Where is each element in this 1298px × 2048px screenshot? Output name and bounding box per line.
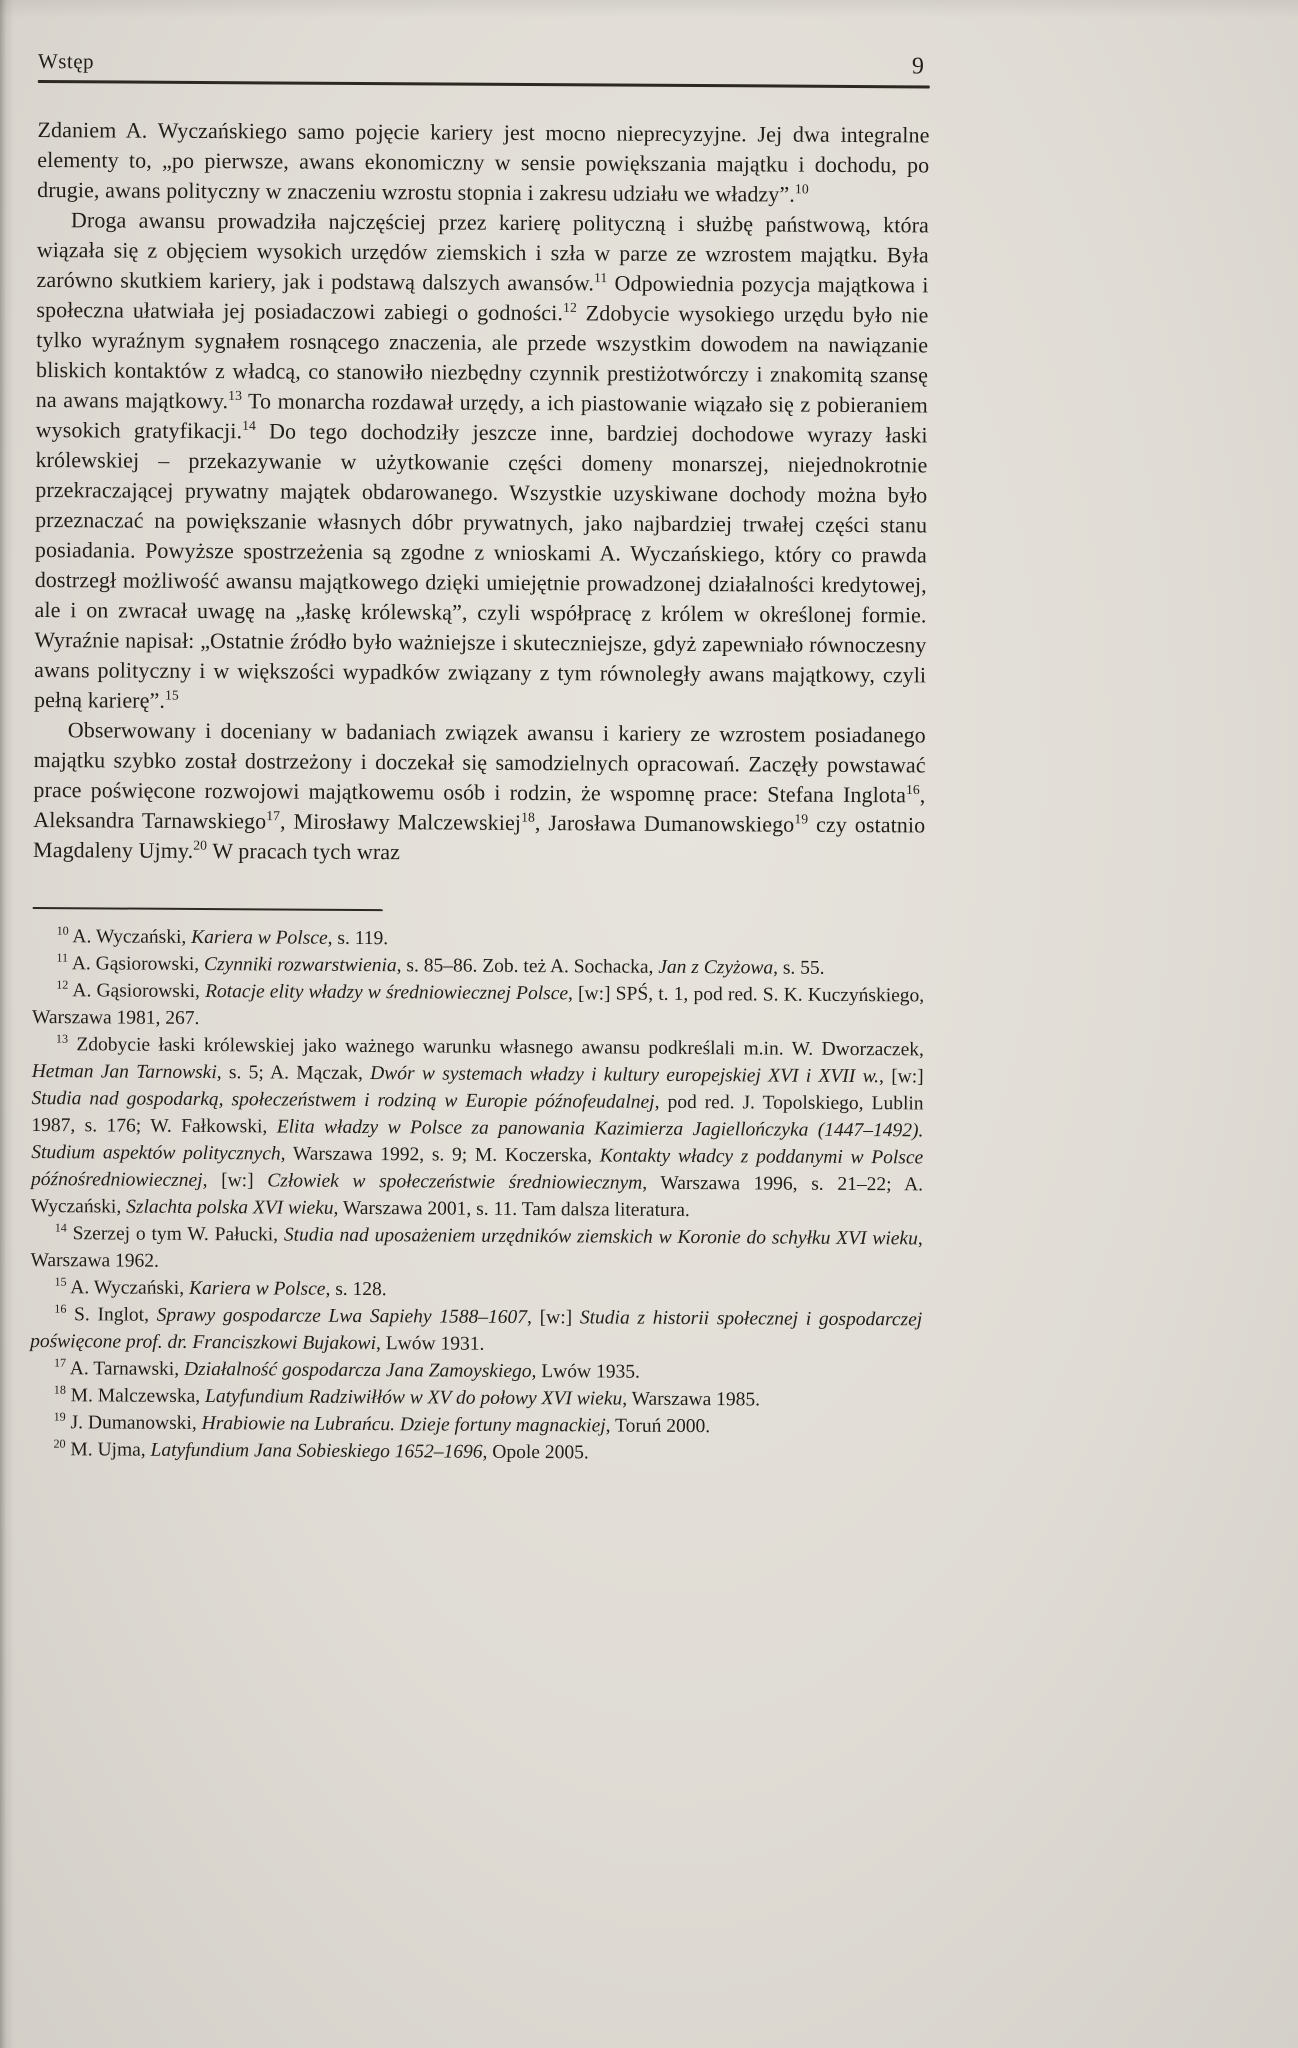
footnote (31, 1220, 923, 1279)
text-run: , Lwów 1935. (531, 1361, 640, 1383)
footnote-ref: 11 (593, 270, 608, 286)
footnote-ref: 10 (794, 181, 809, 197)
footnote-ref: 13 (228, 387, 243, 403)
text-run: A. Wyczański, (72, 926, 192, 948)
footnote-ref: 16 (906, 781, 920, 798)
text-run: , [w:] SPŚ, t. 1, pod red. S. K. Kuczyńskiego, Warszawa 1981, 267. (32, 983, 925, 1030)
text-run: , Lwów 1931. (375, 1333, 485, 1355)
text-run: A. Tarnawski, (69, 1358, 185, 1380)
italic-title: Studia nad gospodarką, społeczeństwem i rodziną w Europie późnofeudalnej (31, 1087, 655, 1113)
text-run: To monarcha rozdawał urzędy, a ich piastowanie wiązało się z pobieraniem wysokich gratyfikacji. (35, 388, 928, 444)
text-run: A. Gąsiorowski, (72, 980, 206, 1003)
text-run: , s. 119. (327, 927, 389, 950)
italic-title: Szlachta polska XVI wieku (126, 1196, 334, 1219)
italic-title: Kontakty władcy z poddanymi w Polsce późnośredniowiecznej (31, 1145, 924, 1192)
italic-title: Latyfundium Radziwiłłów w XV do połowy XVI wieku (204, 1386, 623, 1410)
text-run: Szerzej o tym W. Pałucki, (72, 1223, 284, 1246)
text-run: , [w:] (527, 1307, 580, 1329)
text-run: , s. 55. (773, 957, 825, 979)
page-content (29, 48, 930, 1468)
text-run: , Warszawa 1992, s. 9; M. Koczerska, (280, 1143, 600, 1167)
footnote-number: 15 (54, 1274, 67, 1289)
text-run: , Mirosławy Malczewskiej (280, 808, 522, 835)
text-run: , s. 85–86. Zob. też A. Sochacka, (396, 955, 659, 978)
text-run: , Warszawa 1985. (622, 1388, 761, 1411)
text-run: J. Dumanowski, (70, 1412, 202, 1435)
text-run: , [w:] (878, 1066, 924, 1088)
italic-title: Sprawy gospodarcze Lwa Sapiehy 1588–1607 (156, 1304, 528, 1329)
footnote-number: 17 (53, 1355, 67, 1370)
footnote-number: 12 (56, 977, 69, 992)
text-run: Do tego dochodziły jeszcze inne, bardziej dochodowe wyrazy łaski królewskiej – przekazywanie w użytkowanie części domeny monarszej, niejednokrotnie przekraczającej prywatny majątek obdarowanego. Wszystkie uzyskiwane dochody można było przeznaczać na powiększanie własnych dóbr prywatnych, jako najbardziej trwałej części stanu posiadania. Powyższe spostrzeżenia są zgodne z wnioskami A. Wyczańskiego, który co prawda dostrzegł możliwość awansu majątkowego dzięki umiejętnie prowadzonej działalności kredytowej, ale i on zwracał uwagę na „łaskę królewską”, czyli współpracę z królem w określonej formie. Wyraźnie napisał: „Ostatnie źródło było ważniejsze i skuteczniejsze, gdyż zapewniało równoczesny awans polityczny i w większości wypadków związany z tym równoległy awans majątkowy, czyli pełną karierę”. (33, 418, 928, 713)
footnote-ref: 15 (164, 687, 179, 703)
italic-title: Działalność gospodarcza Jana Zamoyskiego (183, 1358, 532, 1383)
italic-title: Studia z historii społecznej i gospodarczej poświęcone prof. dr. Franciszkowi Bujakowi (30, 1307, 923, 1355)
italic-title: Hrabiowie na Lubrańcu. Dzieje fortuny magnackiej (201, 1413, 606, 1437)
italic-title: Rotacje elity władzy w średniowiecznej Polsce (205, 981, 569, 1005)
italic-title: Czynniki rozwarstwienia (203, 954, 397, 977)
footnote-number: 11 (56, 950, 69, 965)
running-title: Wstęp (37, 48, 95, 74)
body-paragraph (37, 115, 930, 210)
text-run: Zdobycie wysokiego urzędu było nie tylko wyraźnym sygnałem rosnącego znaczenia, ale przede wszystkim dowodem na nawiązanie bliskich kontaktów z władcą, co stanowiło niezbędny czynnik prestiżotwórczy i znakomitą szansę na awans majątkowy. (35, 300, 929, 414)
text-run: , Toruń 2000. (605, 1415, 711, 1438)
footnote-number: 16 (54, 1301, 67, 1316)
page-number: 9 (911, 53, 924, 80)
text-run: Droga awansu prowadziła najczęściej przez karierę polityczną i służbę państwową, która wiązała się z objęciem wysokich urzędów ziemskich i szła w parze ze wzrostem majątku. Była zarówno skutkiem kariery, jak i podstawą dalszych awansów. (36, 207, 930, 296)
footnote-ref: 20 (193, 837, 208, 853)
footnote-ref: 19 (794, 811, 809, 827)
footnote-ref: 12 (563, 299, 577, 315)
body-paragraph (34, 205, 929, 720)
italic-title: Jan z Czyżowa (658, 956, 774, 979)
footnote (29, 1436, 921, 1468)
text-run: , pod red. J. Topolskiego, Lublin 1987, s. 176; W. Fałkowski, (31, 1091, 924, 1138)
text-run: , Warszawa 1996, s. 21–22; A. Wyczański, (30, 1172, 924, 1218)
footnote-separator-rule (33, 907, 383, 911)
italic-title: Kariera w Polsce (188, 1277, 326, 1300)
italic-title: Człowiek w społeczeństwie średniowiecznym (267, 1170, 643, 1194)
body-text (33, 115, 930, 870)
footnote-number: 19 (53, 1409, 66, 1424)
footnote (32, 977, 924, 1036)
italic-title: Elita władzy w Polsce za panowania Kazimierza Jagiellończyka (1447–1492). Studium aspektów politycznych (31, 1116, 924, 1165)
footnote (30, 1301, 922, 1360)
text-run: Zdobycie łaski królewskiej jako ważnego warunku własnego awansu podkreślali m.in. W. Dworzaczek, (76, 1034, 924, 1061)
italic-title: Hetman Jan Tarnowski (31, 1060, 217, 1084)
text-run: Obserwowany i doceniany w badaniach związek awansu i kariery ze wzrostem posiadanego majątku szybko został dostrzeżony i doczekał się samodzielnych opracowań. Zaczęły powstawać prace poświęcone rozwojowi majątkowemu osób i rodzin, że wspomnę prace: Stefana Inglota (33, 717, 926, 808)
text-run: , Warszawa 2001, s. 11. Tam dalsza literatura. (333, 1197, 690, 1222)
text-run: , s. 5; A. Mączak, (216, 1062, 371, 1085)
italic-title: Latyfundium Jana Sobieskiego 1652–1696 (150, 1439, 483, 1463)
text-run: , Jarosława Dumanowskiego (534, 810, 795, 837)
text-run: , s. 128. (325, 1278, 387, 1301)
text-run: czy ostatnio Magdaleny Ujmy. (33, 811, 926, 863)
text-run: S. Inglot, (74, 1304, 157, 1326)
text-run: , Aleksandra Tarnawskiego (33, 782, 926, 834)
italic-title: Dwór w systemach władzy i kultury europejskiej XVI i XVII w. (370, 1063, 880, 1088)
footnote-number: 10 (56, 923, 69, 938)
text-run: A. Gąsiorowski, (71, 953, 205, 976)
text-run: A. Wyczański, (70, 1277, 190, 1299)
text-run: Odpowiednia pozycja majątkowa i społeczna ułatwiała jej posiadaczowi zabiegi o godności. (36, 270, 929, 326)
text-run: , [w:] (202, 1170, 268, 1192)
footnote-number: 13 (55, 1031, 69, 1046)
footnote-ref: 17 (266, 808, 281, 824)
text-run: W pracach tych wraz (207, 838, 401, 865)
text-run: , Warszawa 1962. (30, 1228, 923, 1272)
italic-title: Studia nad uposażeniem urzędników ziemskich w Koronie do schyłku XVI wieku (283, 1224, 918, 1250)
footnote-number: 20 (53, 1436, 66, 1451)
text-run: M. Ujma, (70, 1439, 151, 1461)
footnote-ref: 18 (521, 809, 535, 825)
footnote (31, 1031, 924, 1225)
footnote-number: 18 (53, 1382, 66, 1397)
text-run: , Opole 2005. (482, 1441, 589, 1464)
footnote-number: 14 (54, 1220, 67, 1235)
text-run: M. Malczewska, (70, 1385, 206, 1408)
footnote-ref: 14 (242, 417, 257, 434)
footnotes-section (29, 923, 924, 1468)
italic-title: Kariera w Polsce (191, 926, 328, 949)
body-paragraph (33, 715, 926, 870)
text-run: Zdaniem A. Wyczańskiego samo pojęcie kariery jest mocno nieprecyzyjne. Jej dwa integralne elementy to, „po pierwsze, awans ekonomiczny w sensie powiększania majątku i dochodu, po drugie, awans polityczny w znaczeniu wzrostu stopnia i zakresu udziału we władzy”. (37, 116, 930, 207)
header-rule (38, 80, 930, 88)
page-header (38, 48, 930, 80)
